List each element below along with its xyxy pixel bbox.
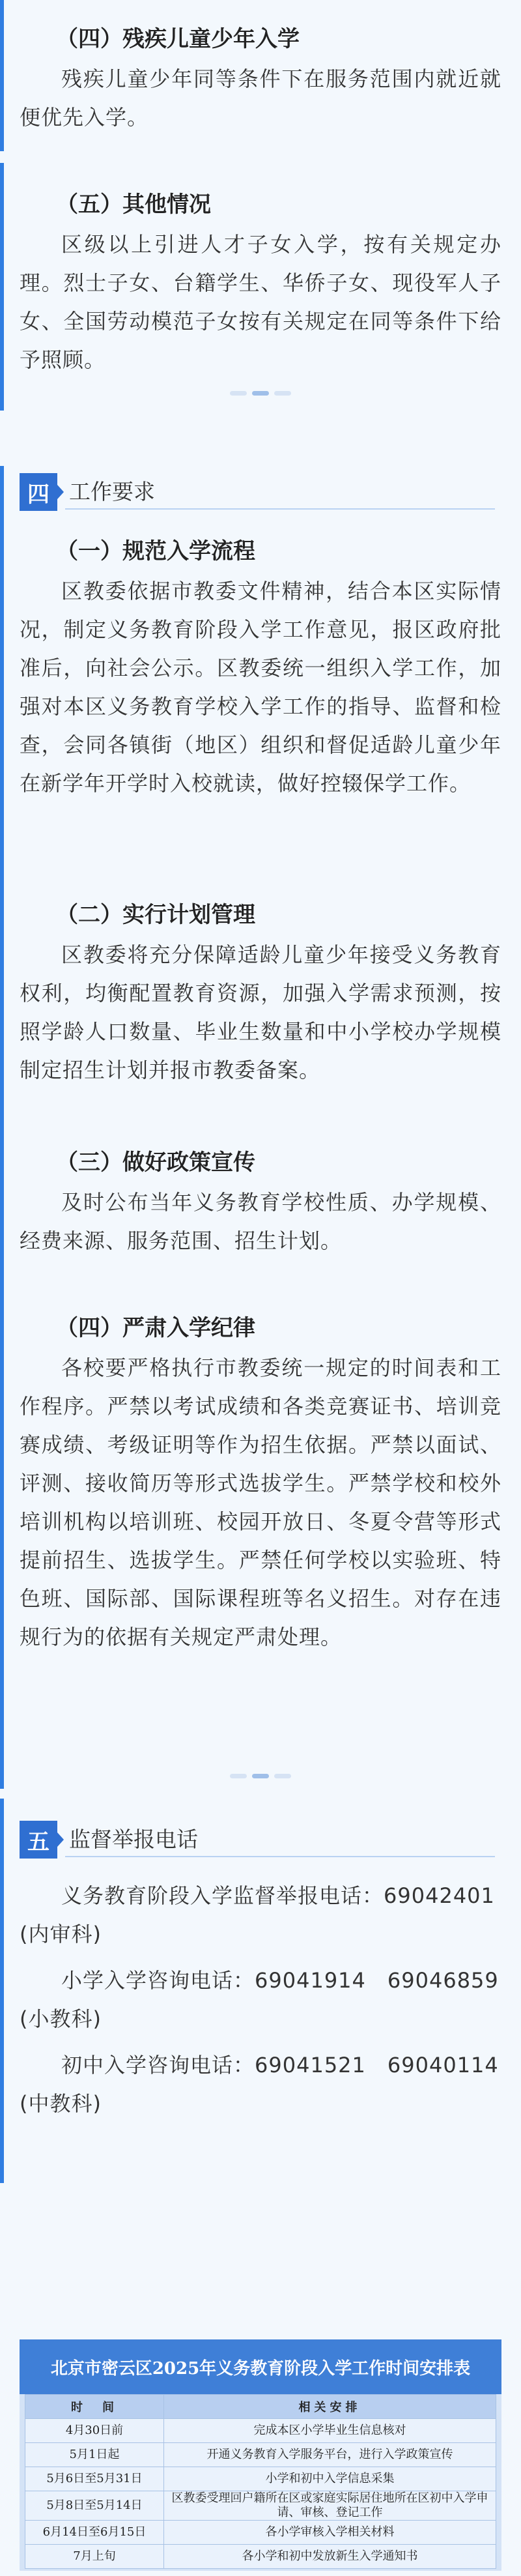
divider-dots bbox=[0, 1774, 521, 1778]
section-header-hotlines bbox=[20, 1818, 501, 1861]
table-row bbox=[25, 2521, 496, 2545]
hotline-entry bbox=[20, 1877, 501, 1954]
hotline-label: 义务教育阶段入学监督举报电话： bbox=[61, 1883, 384, 1908]
schedule-table bbox=[25, 2394, 496, 2569]
table-cell-time: 6月14日至6月15日 bbox=[25, 2521, 164, 2545]
requirement-item bbox=[20, 536, 501, 803]
table-cell-time: 5月1日起 bbox=[25, 2443, 164, 2467]
table-cell-arrangement: 各小学审核入学相关材料 bbox=[164, 2521, 496, 2545]
section-underline bbox=[65, 1856, 495, 1857]
accent-bar bbox=[0, 466, 4, 1789]
paragraph: 区教委将充分保障适龄儿童少年接受义务教育权利，均衡配置教育资源，加强入学需求预测，按照学龄人口数量、毕业生数量和中小学校办学规模制定招生计划并报市教委备案。 bbox=[20, 942, 501, 1082]
accent-bar bbox=[0, 163, 4, 411]
table-cell-time: 4月30日前 bbox=[25, 2419, 164, 2443]
accent-bar bbox=[0, 1799, 4, 2183]
subheading: （一）规范入学流程 bbox=[56, 538, 255, 564]
subheading: （四）残疾儿童少年入学 bbox=[56, 26, 300, 52]
hotline-department: (内审科) bbox=[20, 1922, 102, 1946]
hotline-department: (小教科) bbox=[20, 2006, 102, 2031]
table-cell-arrangement: 完成本区小学毕业生信息核对 bbox=[164, 2419, 496, 2443]
subheading: （五）其他情况 bbox=[56, 192, 211, 218]
schedule-table-title: 北京市密云区2025年义务教育阶段入学工作时间安排表 bbox=[20, 2339, 501, 2394]
hotline-number: 69042401 bbox=[384, 1883, 495, 1908]
table-cell-arrangement: 小学和初中入学信息采集 bbox=[164, 2467, 496, 2491]
section-disabled-children bbox=[20, 23, 501, 137]
section-number-badge: 四 bbox=[20, 473, 57, 511]
paragraph: 各校要严格执行市教委统一规定的时间表和工作程序。严禁以考试成绩和各类竞赛证书、培训竞赛成绩、考级证明等作为招生依据。严禁以面试、评测、接收简历等形式选拔学生。严禁学校和校外培训机构以培训班、校园开放日、冬夏令营等形式提前招生、选拔学生。严禁任何学校以实验班、特色班、国际部、国际课程班等名义招生。对存在违规行为的依据有关规定严肃处理。 bbox=[20, 1355, 501, 1649]
section-underline bbox=[65, 508, 495, 510]
schedule-table-card bbox=[20, 2339, 501, 2571]
subheading: （三）做好政策宣传 bbox=[56, 1150, 255, 1176]
table-row bbox=[25, 2443, 496, 2467]
table-row bbox=[25, 2545, 496, 2569]
subheading: （四）严肃入学纪律 bbox=[56, 1315, 255, 1341]
hotline-number: 69041521 69040114 bbox=[255, 2053, 499, 2077]
column-header: 时 间 bbox=[25, 2395, 164, 2419]
table-cell-arrangement: 开通义务教育入学服务平台，进行入学政策宣传 bbox=[164, 2443, 496, 2467]
table-row bbox=[25, 2419, 496, 2443]
section-number-badge: 五 bbox=[20, 1821, 57, 1859]
table-cell-time: 5月8日至5月14日 bbox=[25, 2491, 164, 2521]
section-title: 工作要求 bbox=[69, 479, 155, 504]
subheading: （二）实行计划管理 bbox=[56, 902, 255, 928]
paragraph: 及时公布当年义务教育学校性质、办学规模、经费来源、服务范围、招生计划。 bbox=[20, 1190, 501, 1253]
section-title: 监督举报电话 bbox=[69, 1827, 198, 1852]
hotline-department: (中教科) bbox=[20, 2091, 102, 2116]
requirement-item bbox=[20, 899, 501, 1090]
hotline-label: 初中入学咨询电话： bbox=[61, 2053, 255, 2077]
table-header-row bbox=[25, 2395, 496, 2419]
table-cell-arrangement: 各小学和初中发放新生入学通知书 bbox=[164, 2545, 496, 2569]
hotline-label: 小学入学咨询电话： bbox=[61, 1968, 255, 1993]
table-row bbox=[25, 2491, 496, 2521]
section-other-cases bbox=[20, 189, 501, 379]
requirement-item bbox=[20, 1147, 501, 1260]
paragraph: 区级以上引进人才子女入学，按有关规定办理。烈士子女、台籍学生、华侨子女、现役军人子女、全国劳动模范子女按有关规定在同等条件下给予照顾。 bbox=[20, 232, 501, 372]
paragraph: 残疾儿童少年同等条件下在服务范围内就近就便优先入学。 bbox=[20, 66, 501, 130]
table-cell-time: 5月6日至5月31日 bbox=[25, 2467, 164, 2491]
accent-bar bbox=[0, 0, 4, 151]
table-row bbox=[25, 2467, 496, 2491]
hotline-entry bbox=[20, 2046, 501, 2123]
table-cell-arrangement: 区教委受理回户籍所在区或家庭实际居住地所在区初中入学申请、审核、登记工作 bbox=[164, 2491, 496, 2521]
hotline-number: 69041914 69046859 bbox=[255, 1968, 499, 1993]
section-header-work-requirements bbox=[20, 470, 501, 514]
table-cell-time: 7月上旬 bbox=[25, 2545, 164, 2569]
requirement-item bbox=[20, 1312, 501, 1657]
column-header: 相关安排 bbox=[164, 2395, 496, 2419]
hotline-list bbox=[20, 1877, 501, 2123]
paragraph: 区教委依据市教委文件精神，结合本区实际情况，制定义务教育阶段入学工作意见，报区政府批准后，向社会公示。区教委统一组织入学工作，加强对本区义务教育学校入学工作的指导、监督和检查，会同各镇街（地区）组织和督促适龄儿童少年在新学年开学时入校就读，做好控辍保学工作。 bbox=[20, 579, 501, 796]
divider-dots bbox=[0, 391, 521, 396]
hotline-entry bbox=[20, 1961, 501, 2038]
